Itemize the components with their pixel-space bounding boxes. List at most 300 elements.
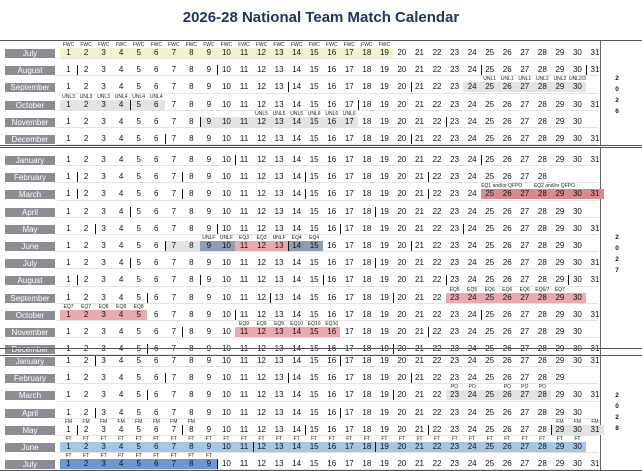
- week-divider: [165, 241, 166, 251]
- day-cell: 16: [327, 390, 337, 400]
- match-window-label: FT: [153, 436, 160, 442]
- day-cell: 22: [432, 327, 442, 336]
- day-cell: 20: [397, 424, 407, 434]
- day-cell: 14: [292, 424, 302, 434]
- day-cell: 14: [292, 241, 302, 250]
- day-cell: 24: [467, 390, 477, 400]
- row-divider: [57, 144, 598, 145]
- day-cell: 23: [450, 442, 460, 451]
- day-cell: 7: [171, 223, 177, 233]
- day-cell: 1: [66, 82, 71, 92]
- day-cell: 19: [379, 344, 389, 354]
- day-cell: 5: [136, 155, 141, 164]
- day-cell: 3: [101, 65, 106, 75]
- day-cell: 19: [379, 99, 389, 109]
- day-cell: 25: [485, 327, 495, 336]
- day-cell: 9: [206, 134, 212, 143]
- day-cell: 30: [572, 309, 582, 319]
- day-cell: 27: [520, 155, 530, 164]
- day-cell: 9: [206, 65, 212, 75]
- week-divider: [375, 258, 376, 268]
- day-cell: 16: [327, 344, 337, 354]
- match-window-label: UNLF: [202, 235, 216, 241]
- day-cell: 12: [257, 407, 266, 417]
- day-cell: 27: [520, 65, 530, 75]
- day-cell: 27: [520, 309, 530, 319]
- day-cell: 7: [171, 390, 177, 400]
- day-cell: 7: [171, 258, 177, 268]
- day-cell: 28: [537, 275, 547, 285]
- day-cell: 20: [397, 223, 407, 233]
- day-cell: 21: [415, 258, 424, 268]
- day-cell: 24: [467, 407, 477, 417]
- day-cell: 29: [555, 459, 565, 469]
- day-cell: 15: [309, 172, 319, 182]
- day-cell: 21: [415, 292, 424, 302]
- day-cell: 15: [309, 459, 319, 469]
- day-cell: 8: [189, 356, 194, 365]
- day-cell: 26: [502, 407, 512, 417]
- day-cell: 3: [101, 241, 106, 250]
- match-window-label: UNL2: [535, 76, 549, 83]
- day-cell: 28: [537, 116, 547, 126]
- day-cell: 7: [171, 99, 177, 109]
- day-cell: 10: [221, 258, 231, 268]
- day-cell: 8: [189, 344, 194, 354]
- day-cell: 12: [257, 258, 266, 268]
- day-cell: 22: [432, 206, 442, 216]
- day-cell: 26: [502, 189, 512, 199]
- day-cell: 27: [520, 99, 530, 109]
- day-cell: 9: [206, 390, 212, 400]
- match-window-label: FT: [100, 453, 107, 460]
- day-cell: 11: [239, 309, 249, 319]
- day-cell: 4: [118, 172, 124, 182]
- day-cell: 13: [274, 258, 284, 268]
- day-cell: 4: [118, 356, 124, 365]
- day-cell: 10: [221, 65, 231, 75]
- day-cell: 29: [555, 241, 565, 250]
- day-cell: 18: [362, 356, 372, 365]
- day-cell: 9: [206, 344, 212, 354]
- day-cell: 27: [520, 258, 530, 268]
- day-cell: 3: [101, 424, 106, 434]
- day-cell: 28: [537, 356, 547, 365]
- match-window-label: FT: [328, 436, 335, 442]
- day-cell: 18: [362, 241, 372, 250]
- day-cell: 3: [101, 82, 106, 92]
- day-cell: 16: [327, 206, 337, 216]
- day-cell: 21: [415, 459, 424, 469]
- day-cell: 4: [118, 407, 124, 417]
- day-cell: 24: [467, 356, 477, 365]
- match-window-label: EQ8: [133, 303, 144, 310]
- day-cell: 11: [239, 189, 249, 199]
- day-cell: 11: [239, 65, 249, 75]
- day-cell: 13: [274, 48, 284, 57]
- day-cell: 20: [397, 99, 407, 109]
- day-cell: 23: [450, 82, 460, 92]
- week-divider: [182, 327, 183, 337]
- day-cell: 21: [415, 407, 424, 417]
- day-cell: 11: [239, 356, 249, 365]
- match-window-label: FT: [398, 436, 405, 442]
- day-cell: 26: [502, 134, 512, 143]
- match-window-label: UNL4: [114, 93, 128, 100]
- week-divider: [217, 65, 218, 75]
- day-cell: 4: [118, 189, 124, 199]
- match-window-label: EQ6: [502, 286, 513, 293]
- day-cell: 7: [171, 275, 177, 285]
- day-cell: 29: [555, 82, 565, 92]
- week-divider: [288, 241, 289, 251]
- day-cell: 7: [171, 373, 177, 383]
- day-cell: 23: [450, 373, 460, 383]
- day-cell: 30: [572, 275, 582, 285]
- day-cell: 2: [83, 390, 89, 400]
- match-window-label: FM: [152, 418, 160, 425]
- day-cell: 13: [274, 223, 284, 233]
- day-cell: 30: [572, 442, 582, 451]
- day-cell: 8: [189, 407, 194, 417]
- day-cell: 20: [397, 344, 407, 354]
- day-cell: 28: [537, 134, 547, 143]
- year-label: 2 0 2 8: [615, 391, 619, 432]
- day-cell: 19: [379, 356, 389, 365]
- day-cell: 13: [274, 206, 284, 216]
- day-cell: 27: [520, 292, 530, 302]
- day-cell: 2: [83, 442, 89, 451]
- day-cell: 9: [206, 327, 212, 336]
- day-cell: 24: [467, 82, 477, 92]
- day-cell: 4: [118, 344, 124, 354]
- day-cell: 18: [362, 407, 372, 417]
- day-cell: 14: [292, 373, 302, 383]
- match-window-label: EQ6/7: [535, 286, 550, 293]
- day-cell: 25: [485, 65, 495, 75]
- day-cell: 5: [136, 99, 141, 109]
- match-window-label: FT: [574, 436, 581, 442]
- day-cell: 10: [221, 172, 231, 182]
- week-divider: [393, 293, 394, 303]
- day-cell: 5: [136, 172, 141, 182]
- day-cell: 30: [572, 48, 582, 57]
- day-cell: 9: [206, 241, 212, 250]
- day-cell: 26: [502, 82, 512, 92]
- day-cell: 24: [467, 189, 477, 199]
- match-window-label: EQ1 and/or QFPO: [481, 183, 523, 190]
- day-cell: 10: [221, 327, 231, 336]
- day-cell: 18: [362, 99, 372, 109]
- day-cell: 22: [432, 407, 442, 417]
- day-cell: 12: [257, 99, 266, 109]
- day-cell: 19: [379, 223, 389, 233]
- day-cell: 30: [572, 292, 582, 302]
- day-cell: 12: [257, 241, 266, 250]
- day-cell: 12: [257, 356, 266, 365]
- day-cell: 29: [555, 424, 565, 434]
- day-cell: 22: [432, 258, 442, 268]
- day-cell: 21: [415, 116, 424, 126]
- day-cell: 18: [362, 424, 372, 434]
- day-cell: 16: [327, 292, 337, 302]
- day-cell: 9: [206, 189, 212, 199]
- day-cell: 12: [257, 424, 266, 434]
- day-cell: 4: [118, 459, 124, 469]
- day-cell: 21: [415, 241, 424, 250]
- day-cell: 7: [171, 459, 177, 469]
- match-window-label: EQ3: [256, 235, 267, 241]
- day-cell: 14: [292, 189, 302, 199]
- day-cell: 27: [520, 459, 530, 469]
- day-cell: 13: [274, 155, 284, 164]
- week-divider: [340, 356, 341, 366]
- year-label: 2 0 2 7: [615, 233, 619, 274]
- week-divider: [305, 189, 306, 199]
- day-cell: 6: [154, 48, 159, 57]
- day-cell: 24: [467, 292, 477, 302]
- day-cell: 25: [485, 373, 495, 383]
- day-cell: 16: [327, 189, 337, 199]
- day-cell: 7: [171, 206, 177, 216]
- day-cell: 26: [502, 99, 512, 109]
- day-cell: 17: [344, 116, 354, 126]
- day-cell: 25: [485, 241, 495, 250]
- day-cell: 30: [572, 459, 582, 469]
- week-divider: [551, 425, 552, 435]
- week-divider: [323, 275, 324, 285]
- week-divider: [568, 275, 569, 285]
- day-cell: 21: [415, 356, 424, 365]
- day-cell: 19: [379, 292, 389, 302]
- match-window-label: FWC: [361, 42, 373, 48]
- day-cell: 5: [136, 241, 141, 250]
- day-cell: 17: [344, 223, 354, 233]
- day-cell: 6: [154, 189, 159, 199]
- day-cell: 19: [379, 390, 389, 400]
- month-label: June: [5, 242, 55, 251]
- day-cell: 20: [397, 82, 407, 92]
- day-cell: 13: [274, 309, 284, 319]
- match-window-label: EQ6: [484, 286, 495, 293]
- day-cell: 15: [309, 309, 319, 319]
- day-cell: 30: [572, 116, 582, 126]
- day-cell: 23: [450, 424, 460, 434]
- day-cell: 30: [572, 356, 582, 365]
- day-cell: 1: [66, 48, 71, 57]
- day-cell: 1: [66, 116, 71, 126]
- day-cell: 28: [537, 206, 547, 216]
- day-cell: 11: [239, 223, 249, 233]
- month-label: March: [5, 391, 55, 400]
- day-cell: 27: [520, 116, 530, 126]
- day-cell: 8: [189, 309, 194, 319]
- month-label: July: [5, 259, 55, 268]
- day-cell: 6: [154, 356, 159, 365]
- day-cell: 25: [485, 356, 495, 365]
- day-cell: 1: [66, 390, 71, 400]
- day-cell: 21: [415, 390, 424, 400]
- day-cell: 9: [206, 459, 212, 469]
- match-window-label: FWC: [326, 42, 338, 48]
- day-cell: 3: [101, 48, 106, 57]
- day-cell: 7: [171, 189, 177, 199]
- month-label: August: [5, 276, 55, 285]
- match-window-label: UNLF: [272, 235, 286, 241]
- day-cell: 16: [327, 373, 337, 383]
- day-cell: 31: [590, 189, 600, 199]
- day-cell: 14: [292, 134, 302, 143]
- day-cell: 20: [397, 292, 407, 302]
- day-cell: 5: [136, 223, 141, 233]
- day-cell: 15: [309, 189, 319, 199]
- day-cell: 2: [83, 275, 89, 285]
- week-divider: [165, 373, 166, 383]
- day-cell: 14: [292, 442, 302, 451]
- match-window-label: EQ5: [449, 286, 460, 293]
- match-window-label: FWC: [238, 42, 250, 48]
- day-cell: 29: [555, 223, 565, 233]
- day-cell: 12: [257, 155, 266, 164]
- day-cell: 8: [189, 172, 194, 182]
- day-cell: 20: [397, 48, 407, 57]
- day-cell: 6: [154, 172, 159, 182]
- day-cell: 13: [274, 407, 284, 417]
- day-cell: 28: [537, 292, 547, 302]
- day-cell: 15: [309, 223, 319, 233]
- day-cell: 5: [136, 189, 141, 199]
- day-cell: 24: [467, 442, 477, 451]
- day-cell: 18: [362, 206, 372, 216]
- day-cell: 29: [555, 189, 565, 199]
- week-divider: [253, 442, 254, 452]
- match-window-label: EQ10: [290, 321, 304, 327]
- day-cell: 1: [66, 424, 71, 434]
- day-cell: 23: [450, 459, 460, 469]
- day-cell: 29: [555, 356, 565, 365]
- week-divider: [375, 442, 376, 452]
- day-cell: 31: [590, 48, 600, 57]
- day-cell: 10: [221, 99, 231, 109]
- day-cell: 25: [485, 424, 495, 434]
- day-cell: 15: [309, 373, 319, 383]
- day-cell: 19: [379, 116, 389, 126]
- day-cell: 10: [221, 223, 231, 233]
- day-cell: 14: [292, 48, 302, 57]
- match-window-label: FM: [135, 418, 143, 425]
- day-cell: 22: [432, 390, 442, 400]
- day-cell: 28: [537, 407, 547, 417]
- day-cell: 20: [397, 65, 407, 75]
- day-cell: 22: [432, 82, 442, 92]
- day-cell: 17: [344, 134, 354, 143]
- day-cell: 27: [520, 344, 530, 354]
- day-cell: 1: [66, 407, 71, 417]
- day-cell: 21: [415, 65, 424, 75]
- day-cell: 26: [502, 292, 512, 302]
- match-window-label: FT: [135, 436, 142, 442]
- day-cell: 18: [362, 189, 372, 199]
- match-window-label: FT: [346, 436, 353, 442]
- day-cell: 23: [450, 99, 460, 109]
- day-cell: 29: [555, 390, 565, 400]
- day-cell: 3: [101, 459, 106, 469]
- day-cell: 15: [309, 390, 319, 400]
- day-cell: 2: [83, 99, 89, 109]
- day-cell: 28: [537, 459, 547, 469]
- match-window-label: FM: [64, 418, 73, 425]
- week-divider: [130, 100, 131, 110]
- day-cell: 14: [292, 327, 302, 336]
- day-cell: 29: [555, 258, 565, 268]
- day-cell: 18: [362, 292, 372, 302]
- day-cell: 15: [309, 344, 319, 354]
- month-label: December: [5, 135, 55, 144]
- day-cell: 21: [415, 373, 424, 383]
- day-cell: 23: [450, 134, 460, 143]
- day-cell: 31: [590, 424, 600, 434]
- match-window-label: FT: [118, 453, 125, 460]
- week-divider: [147, 390, 148, 400]
- day-cell: 7: [171, 424, 177, 434]
- week-divider: [411, 134, 412, 144]
- day-cell: 12: [257, 390, 266, 400]
- day-cell: 5: [136, 206, 141, 216]
- day-cell: 12: [257, 206, 266, 216]
- week-divider: [77, 425, 78, 435]
- day-cell: 2: [83, 116, 89, 126]
- day-cell: 20: [397, 327, 407, 336]
- day-cell: 17: [344, 327, 354, 336]
- day-cell: 5: [136, 116, 141, 126]
- day-cell: 28: [537, 258, 547, 268]
- day-cell: 11: [239, 407, 249, 417]
- day-cell: 22: [432, 442, 442, 451]
- day-cell: 17: [344, 275, 354, 285]
- match-window-label: FT: [188, 436, 195, 442]
- match-window-label: EQ7: [81, 303, 92, 310]
- day-cell: 3: [101, 344, 106, 354]
- day-cell: 31: [590, 390, 600, 400]
- day-cell: 2: [83, 65, 89, 75]
- week-divider: [288, 373, 289, 383]
- match-window-label: UNL5: [272, 110, 286, 117]
- day-cell: 9: [206, 292, 212, 302]
- day-cell: 2: [83, 189, 89, 199]
- day-cell: 12: [257, 189, 266, 199]
- day-cell: 13: [274, 292, 284, 302]
- day-cell: 5: [136, 48, 141, 57]
- day-cell: 14: [292, 99, 302, 109]
- day-cell: 17: [344, 309, 354, 319]
- day-cell: 1: [66, 373, 71, 383]
- day-cell: 6: [154, 99, 159, 109]
- day-cell: 12: [257, 48, 266, 57]
- match-window-label: FWC: [308, 42, 320, 48]
- day-cell: 17: [344, 155, 354, 164]
- day-cell: 1: [66, 442, 71, 451]
- day-cell: 28: [537, 99, 547, 109]
- day-cell: 12: [257, 373, 266, 383]
- day-cell: 10: [221, 241, 231, 250]
- match-window-label: EQ8: [98, 303, 109, 310]
- day-cell: 3: [101, 172, 106, 182]
- day-cell: 3: [101, 134, 106, 143]
- day-cell: 23: [450, 258, 460, 268]
- day-cell: 24: [467, 373, 477, 383]
- day-cell: 26: [502, 48, 512, 57]
- day-cell: 6: [154, 292, 159, 302]
